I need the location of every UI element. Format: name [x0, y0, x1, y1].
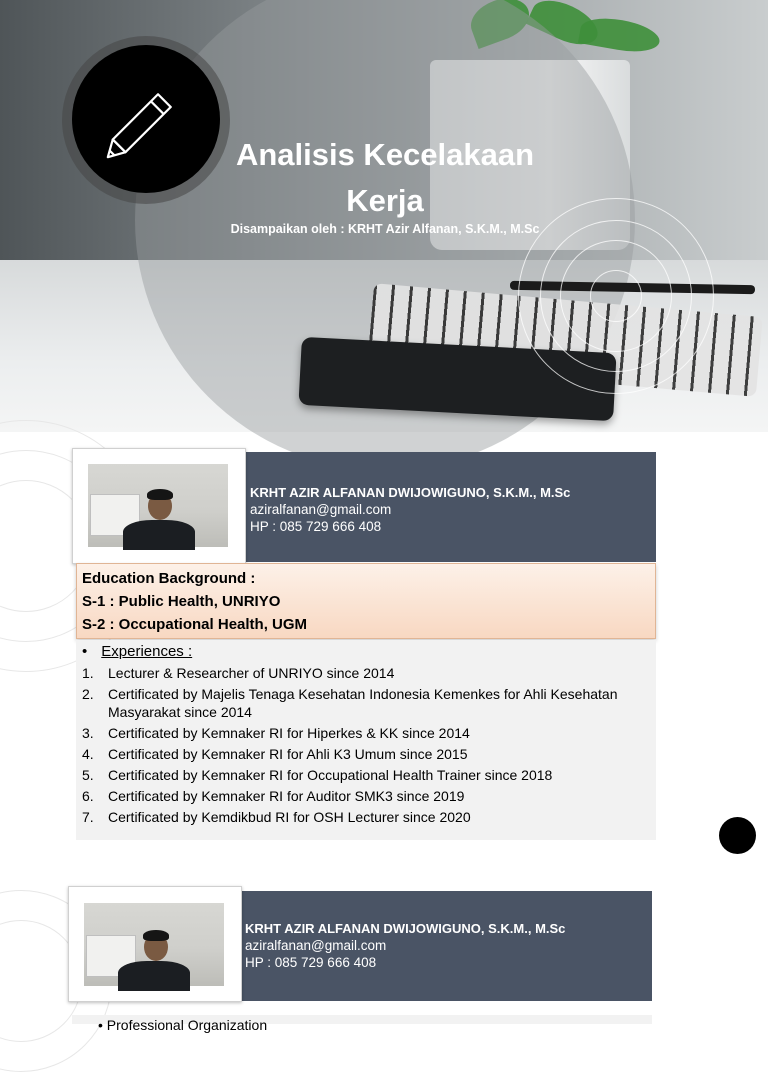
list-item	[82, 725, 647, 743]
profile-phone: HP : 085 729 666 408	[250, 519, 382, 534]
experience-heading-row	[82, 643, 192, 660]
item-text: Certificated by Majelis Tenaga Kesehatan Indonesia Kemenkes for Ahli Kesehatan Masyarakat since 2014	[108, 686, 618, 720]
list-item	[82, 665, 647, 683]
education-s2: S-2 : Occupational Health, UGM	[82, 616, 308, 633]
experience-list	[82, 665, 647, 830]
item-text: Certificated by Kemnaker RI for Auditor SMK3 since 2019	[108, 787, 465, 804]
profile-email: aziralfanan@gmail.com	[245, 938, 387, 953]
person-hair	[143, 930, 169, 941]
bullet: •	[82, 643, 88, 660]
item-text: Certificated by Kemnaker RI for Ahli K3 Umum since 2015	[108, 745, 468, 762]
item-text: Lecturer & Researcher of UNRIYO since 2014	[108, 665, 395, 681]
item-text: Certificated by Kemnaker RI for Occupational Health Trainer since 2018	[108, 766, 553, 783]
experience-panel	[76, 640, 656, 840]
list-item	[82, 767, 647, 785]
list-item	[82, 788, 647, 806]
title-slide	[0, 0, 768, 432]
professional-organization-heading: • Professional Organization	[98, 1017, 268, 1033]
item-number: 2.	[82, 686, 94, 702]
item-text: Certificated by Kemdikbud RI for OSH Lecturer since 2020	[108, 808, 471, 825]
item-number: 7.	[82, 808, 94, 825]
item-number: 1.	[82, 665, 94, 681]
person-hair	[147, 489, 173, 500]
profile-photo	[84, 903, 224, 986]
profile-photo	[88, 464, 228, 547]
profile-name: KRHT AZIR ALFANAN DWIJOWIGUNO, S.K.M., M.Sc	[245, 921, 566, 936]
item-number: 3.	[82, 724, 94, 741]
item-number: 5.	[82, 766, 94, 783]
presenter-subtitle: Disampaikan oleh : KRHT Azir Alfanan, S.K.M., M.Sc	[230, 222, 540, 236]
list-item	[82, 809, 647, 827]
pencil-icon	[72, 45, 220, 193]
black-dot-decoration	[719, 817, 756, 854]
experience-heading: Experiences :	[101, 643, 193, 660]
person-body	[118, 961, 190, 991]
person-body	[123, 520, 195, 550]
profile-name: KRHT AZIR ALFANAN DWIJOWIGUNO, S.K.M., M.Sc	[250, 485, 571, 500]
education-s1: S-1 : Public Health, UNRIYO	[82, 593, 281, 610]
item-number: 4.	[82, 745, 94, 762]
presentation-title: Analisis Kecelakaan Kerja	[235, 137, 535, 218]
profile-phone: HP : 085 729 666 408	[245, 955, 377, 970]
item-number: 6.	[82, 787, 94, 804]
list-item	[82, 686, 647, 721]
profile-email: aziralfanan@gmail.com	[250, 502, 392, 517]
professional-organization-strip	[72, 1015, 652, 1033]
education-heading: Education Background :	[82, 570, 256, 587]
deco-ring	[590, 270, 642, 322]
item-text: Certificated by Kemnaker RI for Hiperkes & KK since 2014	[108, 724, 470, 741]
education-box	[76, 563, 656, 639]
logo-circle	[72, 45, 220, 193]
list-item	[82, 746, 647, 764]
